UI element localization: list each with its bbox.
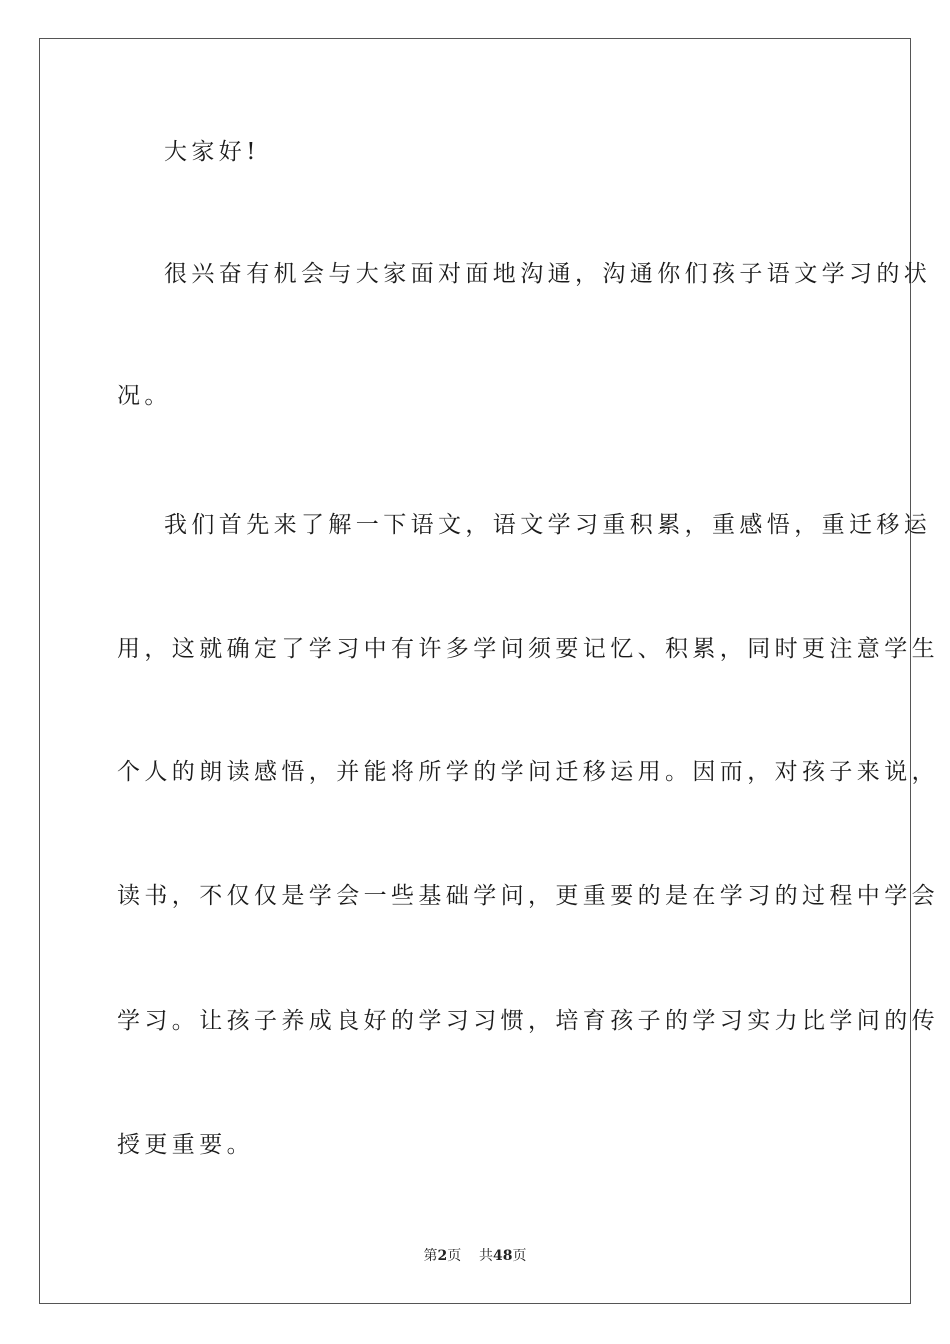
page-footer bbox=[0, 1246, 950, 1266]
paragraph-2-line-2: 用，这就确定了学习中有许多学问须要记忆、积累，同时更注意学生 bbox=[117, 636, 939, 662]
paragraph-2-line-1: 我们首先来了解一下语文，语文学习重积累，重感悟，重迁移运 bbox=[164, 512, 932, 538]
paragraph-1-line-2: 况。 bbox=[117, 383, 172, 409]
paragraph-1-line-1: 很兴奋有机会与大家面对面地沟通，沟通你们孩子语文学习的状 bbox=[164, 261, 932, 287]
page-frame bbox=[39, 38, 939, 1304]
total-pages: 48 bbox=[493, 1248, 513, 1264]
total-suffix: 页 bbox=[512, 1248, 527, 1264]
page-number: 2 bbox=[437, 1248, 448, 1264]
paragraph-2-line-6: 授更重要。 bbox=[117, 1132, 254, 1158]
paragraph-2-line-5: 学习。让孩子养成良好的学习习惯，培育孩子的学习实力比学问的传 bbox=[117, 1008, 939, 1034]
total-prefix: 共 bbox=[479, 1248, 494, 1264]
page-prefix: 第 bbox=[423, 1248, 438, 1264]
paragraph-2-line-3: 个人的朗读感悟，并能将所学的学问迁移运用。因而，对孩子来说， bbox=[117, 759, 939, 785]
paragraph-2-line-4: 读书，不仅仅是学会一些基础学问，更重要的是在学习的过程中学会 bbox=[117, 883, 939, 909]
greeting-line: 大家好! bbox=[164, 139, 260, 165]
page-suffix: 页 bbox=[447, 1248, 462, 1264]
